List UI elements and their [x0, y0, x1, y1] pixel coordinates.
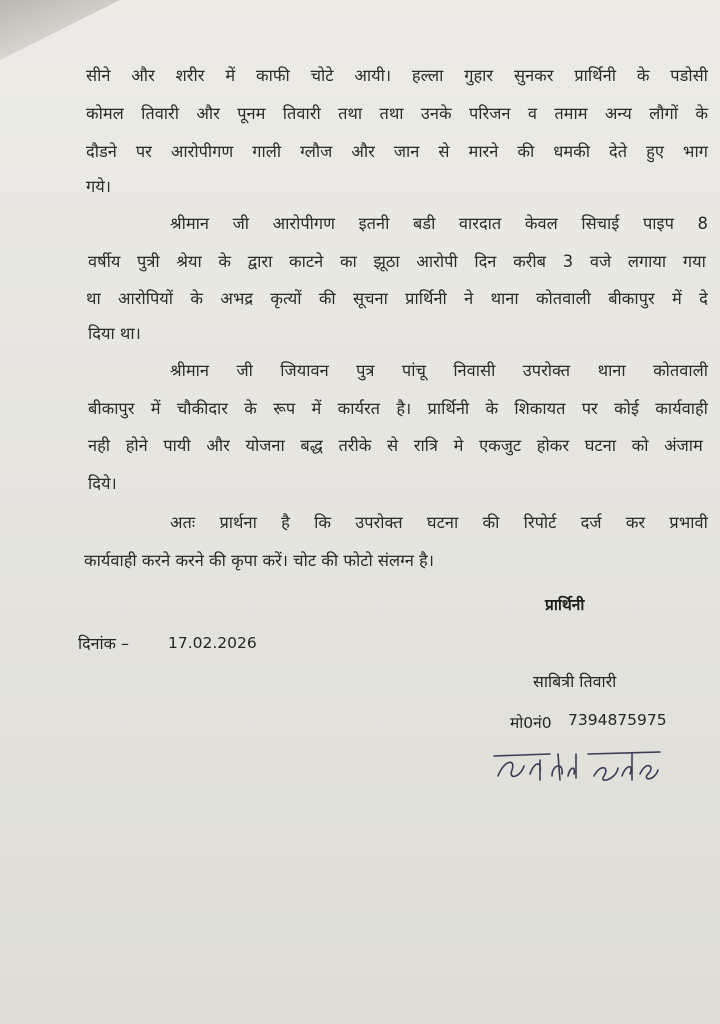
word: बीकापुर: [88, 399, 135, 418]
page-fold-shadow: [0, 0, 120, 60]
word: के: [218, 252, 232, 271]
word: सुनकर: [513, 66, 554, 85]
word: कि: [314, 513, 331, 532]
word: कर: [625, 513, 646, 532]
word: आरोपी: [416, 252, 458, 271]
word: आरोपियों: [118, 289, 174, 308]
word: परिजन: [468, 104, 511, 123]
word: सिचाई: [581, 214, 620, 233]
body-line: गये।: [86, 177, 111, 196]
word: लौगों: [649, 104, 678, 123]
word: भाग: [682, 142, 708, 161]
word: पडोसी: [670, 66, 708, 85]
word: पांचू: [401, 361, 426, 380]
body-line: [88, 438, 703, 454]
word: अभद्र: [220, 289, 254, 308]
word: केवल: [524, 214, 558, 233]
word: की: [517, 142, 535, 161]
body-line: [86, 106, 708, 122]
word: धमकी: [553, 142, 590, 161]
word: जान: [393, 142, 420, 161]
word: रिपोर्ट: [523, 513, 557, 532]
word: कृत्यों: [270, 289, 302, 308]
word: श्रीमान: [170, 361, 209, 380]
word: पुत्री: [137, 252, 160, 271]
handwritten-signature: [490, 740, 670, 790]
word: बद्ध: [300, 436, 323, 455]
body-line: [170, 216, 708, 232]
word: उपरोक्त: [522, 361, 571, 380]
word: प्रार्थिनी: [427, 399, 470, 418]
word: दर्ज: [580, 513, 602, 532]
word: के: [190, 289, 203, 308]
word: के: [636, 66, 650, 85]
word: व: [527, 104, 537, 123]
word: तमाम: [554, 104, 588, 123]
word: है: [281, 513, 290, 532]
word: वजे: [589, 252, 612, 271]
body-line: [86, 291, 708, 307]
word: जी: [236, 361, 253, 380]
word: प्रार्थिनी: [405, 289, 447, 308]
word: करीब: [513, 252, 546, 271]
word: प्रार्थना: [219, 513, 257, 532]
word: में: [150, 399, 161, 418]
word: कार्यरत: [337, 399, 381, 418]
word: पर: [581, 399, 598, 418]
word: है।: [396, 399, 412, 418]
word: तिवारी: [282, 104, 321, 123]
word: हुए: [646, 142, 664, 161]
word: की: [318, 289, 336, 308]
word: इतनी: [358, 214, 390, 233]
word: के: [485, 399, 499, 418]
word: प्रार्थिनी: [574, 66, 616, 85]
word: जियावन: [280, 361, 329, 380]
date-value: 17.02.2026: [168, 634, 257, 652]
word: झूठा: [373, 252, 400, 271]
word: आयी।: [354, 66, 392, 85]
word: देते: [609, 142, 628, 161]
word: होने: [125, 436, 148, 455]
word: चौकीदार: [176, 399, 228, 418]
word: अतः: [170, 513, 196, 532]
word: प्रभावी: [669, 513, 708, 532]
word: दे: [699, 289, 708, 308]
word: और: [351, 142, 375, 161]
word: और: [206, 436, 230, 455]
word: दिन: [474, 252, 497, 271]
body-line: [170, 363, 708, 379]
word: हल्ला: [411, 66, 444, 85]
word: जी: [232, 214, 250, 233]
word: आरोपीगण: [272, 214, 335, 233]
word: तथा: [379, 104, 404, 123]
word: तथा: [338, 104, 363, 123]
word: ने: [464, 289, 474, 308]
word: को: [631, 436, 649, 455]
word: बीकापुर: [608, 289, 655, 308]
word: उनके: [420, 104, 452, 123]
word: पर: [135, 142, 152, 161]
word: दौडने: [86, 142, 117, 161]
word: द्वारा: [247, 252, 273, 271]
word: कोतवाली: [653, 361, 708, 380]
word: पाइप: [642, 214, 674, 233]
word: आरोपीगण: [170, 142, 234, 161]
word: में: [671, 289, 682, 308]
body-line: दिया था।: [88, 324, 141, 343]
word: सीने: [86, 66, 111, 85]
word: तिवारी: [141, 104, 180, 123]
word: कोमल: [86, 104, 124, 123]
word: गुहार: [464, 66, 494, 85]
word: कार्यवाही: [655, 399, 708, 418]
word: नही: [88, 436, 111, 455]
word: गाली: [252, 142, 282, 161]
word: पुत्र: [356, 361, 375, 380]
word: श्रेया: [176, 252, 202, 271]
word: 8: [697, 214, 708, 233]
word: गया: [682, 252, 706, 271]
body-line: [86, 68, 708, 84]
word: में: [311, 399, 322, 418]
word: योजना: [245, 436, 285, 455]
word: निवासी: [453, 361, 496, 380]
word: काटने: [289, 252, 324, 271]
word: उपरोक्त: [355, 513, 403, 532]
body-line: [86, 144, 708, 160]
word: घटना: [426, 513, 459, 532]
word: पूनम: [237, 104, 266, 123]
word: चोटे: [310, 66, 334, 85]
word: तरीके: [338, 436, 372, 455]
word: थाना: [597, 361, 626, 380]
word: का: [339, 252, 357, 271]
word: ग्लौज: [300, 142, 333, 161]
word: होकर: [536, 436, 570, 455]
word: में: [225, 66, 236, 85]
body-line: दिये।: [88, 474, 117, 493]
mobile-number: 7394875975: [568, 711, 667, 729]
word: से: [438, 142, 450, 161]
word: और: [196, 104, 220, 123]
body-line: कार्यवाही करने करने की कृपा करें। चोट की फोटो संलग्न है।: [84, 551, 434, 570]
word: श्रीमान: [170, 214, 209, 233]
word: कोतवाली: [535, 289, 591, 308]
word: मारने: [468, 142, 499, 161]
word: एकजुट: [479, 436, 522, 455]
word: थाना: [490, 289, 519, 308]
word: के: [244, 399, 257, 418]
word: अंजाम: [664, 436, 703, 455]
body-line: [170, 515, 708, 531]
word: रूप: [273, 399, 296, 418]
body-line: [88, 401, 708, 417]
word: 3: [562, 252, 574, 271]
word: था: [86, 289, 101, 308]
word: से: [387, 436, 399, 455]
word: सूचना: [352, 289, 388, 308]
word: लगाया: [627, 252, 667, 271]
mobile-label: मो0नं0: [510, 714, 552, 732]
date-label: दिनांक –: [78, 634, 130, 653]
word: शरीर: [175, 66, 205, 85]
body-line: [88, 254, 706, 270]
word: अन्य: [604, 104, 632, 123]
applicant-name: साबित्री तिवारी: [533, 672, 617, 691]
word: शिकायत: [514, 399, 566, 418]
word: काफी: [255, 66, 290, 85]
word: कोई: [614, 399, 639, 418]
word: बडी: [412, 214, 436, 233]
word: रात्रि: [413, 436, 438, 455]
signoff-label: प्रार्थिनी: [545, 596, 585, 614]
word: वारदात: [458, 214, 502, 233]
word: मे: [453, 436, 464, 455]
word: और: [131, 66, 155, 85]
word: वर्षीय: [88, 252, 121, 271]
word: घटना: [584, 436, 616, 455]
word: पायी: [163, 436, 191, 455]
word: की: [482, 513, 500, 532]
word: के: [695, 104, 708, 123]
